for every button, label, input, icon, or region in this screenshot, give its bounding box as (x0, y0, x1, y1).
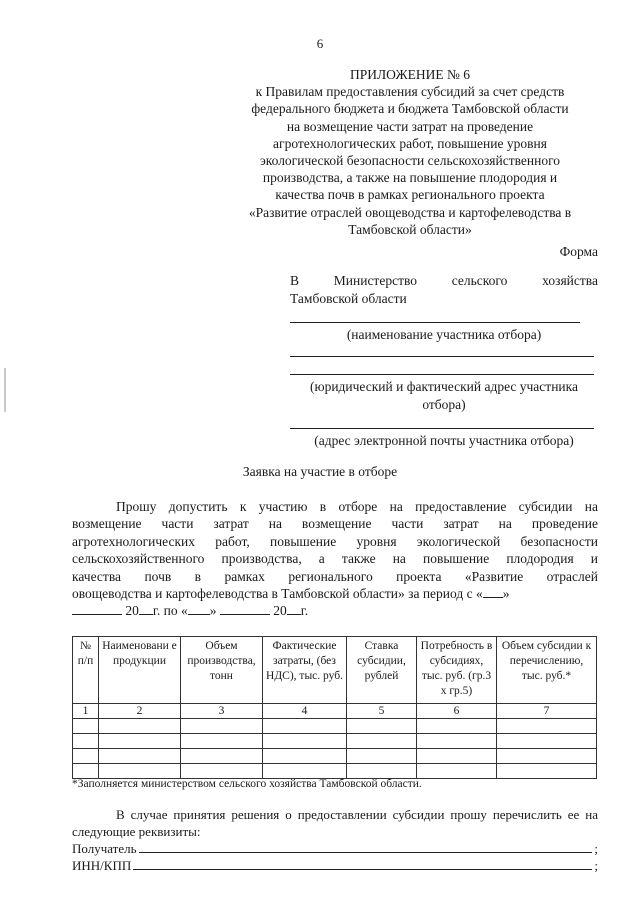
request-period-line-2 (72, 602, 598, 619)
caption-line: отбора) (422, 396, 466, 412)
participant-name-field[interactable] (290, 322, 580, 323)
table-cell[interactable] (263, 749, 347, 764)
start-month-field[interactable] (72, 603, 122, 615)
participant-email-field[interactable] (290, 428, 594, 429)
table-cell[interactable] (181, 734, 263, 749)
appendix-line: федерального бюджета и бюджета Тамбовской области (251, 101, 569, 117)
bank-details-line: В случае принятия решения о предоставлении субсидии прошу перечислить ее на (116, 807, 598, 822)
inn-row (72, 857, 598, 874)
table-row (73, 749, 597, 764)
table-cell[interactable] (73, 734, 99, 749)
table-cell[interactable] (181, 719, 263, 734)
appendix-line: ПРИЛОЖЕНИЕ № 6 (349, 67, 471, 82)
semicolon: ; (594, 841, 598, 856)
table-cell[interactable] (99, 734, 181, 749)
start-day-field[interactable] (483, 586, 503, 598)
column-header: Объем субсидии к перечислению, тыс. руб.* (497, 637, 597, 704)
bank-details-block (72, 806, 598, 874)
appendix-line: качества почв в рамках регионального проекта (275, 187, 545, 203)
document-title: Заявка на участие в отборе (242, 464, 398, 479)
end-day-field[interactable] (188, 603, 210, 615)
appendix-line: на возмещение части затрат на проведение (286, 118, 534, 134)
participant-email-caption: (адрес электронной почты участника отбора) (314, 433, 574, 448)
appendix-line: агротехнологических работ, повышение уровня (273, 135, 547, 151)
column-header: Ставка субсидии, рублей (347, 637, 417, 704)
bank-details-line: следующие реквизиты: (72, 824, 201, 839)
caption-line: (юридический и фактический адрес участника (309, 379, 578, 394)
table-header-row (73, 637, 597, 704)
inn-field[interactable] (133, 869, 592, 870)
table-cell[interactable] (417, 734, 497, 749)
addressee-line-1 (290, 272, 598, 290)
table-row (73, 734, 597, 749)
column-number: 6 (417, 704, 497, 719)
appendix-header (220, 66, 600, 238)
table-cell[interactable] (73, 764, 99, 779)
table-cell[interactable] (497, 719, 597, 734)
table-cell[interactable] (417, 764, 497, 779)
appendix-line: Тамбовской области» (348, 221, 472, 237)
column-number: 4 (263, 704, 347, 719)
year-suffix: г. (300, 603, 309, 619)
table-row (73, 719, 597, 734)
year-prefix: 20 (273, 603, 287, 619)
table-cell[interactable] (497, 764, 597, 779)
quote-close: » (209, 603, 217, 619)
start-year-field[interactable] (139, 603, 153, 615)
scan-margin-mark (4, 368, 6, 412)
request-line: Прошу допустить к участию в отборе на предоставление субсидии на (116, 499, 598, 514)
semicolon: ; (594, 858, 598, 873)
column-header: № п/п (73, 637, 99, 704)
table-cell[interactable] (181, 764, 263, 779)
addressee-word: сельского (451, 273, 508, 288)
column-number: 2 (99, 704, 181, 719)
request-line: возмещение части затрат на возмещение части затрат на проведение (72, 516, 598, 532)
addressee-word: хозяйства (542, 273, 598, 288)
appendix-line: производства, а также на повышение плодородия и (262, 170, 558, 186)
table-cell[interactable] (497, 734, 597, 749)
column-header: Объем производства, тонн (181, 637, 263, 704)
table-cell[interactable] (347, 749, 417, 764)
addressee-word: В (290, 273, 300, 288)
table-cell[interactable] (263, 719, 347, 734)
column-number-row (73, 704, 597, 719)
table-cell[interactable] (417, 749, 497, 764)
to-label: г. по « (152, 603, 188, 619)
table-cell[interactable] (347, 719, 417, 734)
column-number: 3 (181, 704, 263, 719)
participant-address-caption (290, 378, 598, 413)
recipient-field[interactable] (139, 852, 593, 853)
table-cell[interactable] (263, 734, 347, 749)
table-cell[interactable] (347, 734, 417, 749)
request-line: овощеводства и картофелеводства в Тамбовской области» за период с « (72, 586, 483, 602)
table-cell[interactable] (417, 719, 497, 734)
request-paragraph (72, 498, 598, 620)
column-number: 7 (497, 704, 597, 719)
year-prefix: 20 (125, 603, 139, 619)
table-cell[interactable] (497, 749, 597, 764)
table-cell[interactable] (99, 719, 181, 734)
request-line: агротехнологических работ, повышение уровня экологической безопасности (72, 533, 598, 549)
table-cell[interactable] (99, 764, 181, 779)
addressee-block (290, 272, 598, 307)
inn-label: ИНН/КПП (72, 858, 132, 873)
form-label: Форма (559, 244, 598, 259)
table-cell[interactable] (99, 749, 181, 764)
recipient-row (72, 840, 598, 857)
participant-address-field-1[interactable] (290, 356, 594, 357)
appendix-line: к Правилам предоставления субсидий за счет средств (255, 84, 565, 100)
request-period-line (72, 585, 598, 602)
recipient-label: Получатель (72, 841, 137, 856)
column-header: Потребность в субсидиях, тыс. руб. (гр.3 х гр.5) (417, 637, 497, 704)
subsidy-table (72, 636, 597, 779)
participant-name-caption: (наименование участника отбора) (346, 327, 542, 342)
table-footnote: *Заполняется министерством сельского хозяйства Тамбовской области. (72, 778, 422, 790)
table-cell[interactable] (181, 749, 263, 764)
column-number: 1 (73, 704, 99, 719)
addressee-line-2: Тамбовской области (290, 290, 407, 306)
end-year-field[interactable] (287, 603, 301, 615)
end-month-field[interactable] (220, 603, 270, 615)
page-number: 6 (316, 36, 324, 51)
column-header: Наименовани е продукции (99, 637, 181, 704)
table-row (73, 764, 597, 779)
participant-address-field-2[interactable] (290, 374, 594, 375)
table-cell[interactable] (73, 749, 99, 764)
quote-close: » (502, 586, 510, 602)
appendix-line: «Развитие отраслей овощеводства и картофелеводства в (248, 204, 572, 220)
column-header: Фактические затраты, (без НДС), тыс. руб. (263, 637, 347, 704)
table-cell[interactable] (347, 764, 417, 779)
table-cell[interactable] (263, 764, 347, 779)
table-cell[interactable] (73, 719, 99, 734)
addressee-word: Министерство (333, 273, 418, 288)
request-line: сельскохозяйственного производства, а также на повышение плодородия и (72, 551, 598, 567)
column-number: 5 (347, 704, 417, 719)
appendix-line: экологической безопасности сельскохозяйственного (259, 153, 561, 169)
request-line: качества почв в рамках регионального проекта «Развитие отраслей (72, 568, 598, 584)
